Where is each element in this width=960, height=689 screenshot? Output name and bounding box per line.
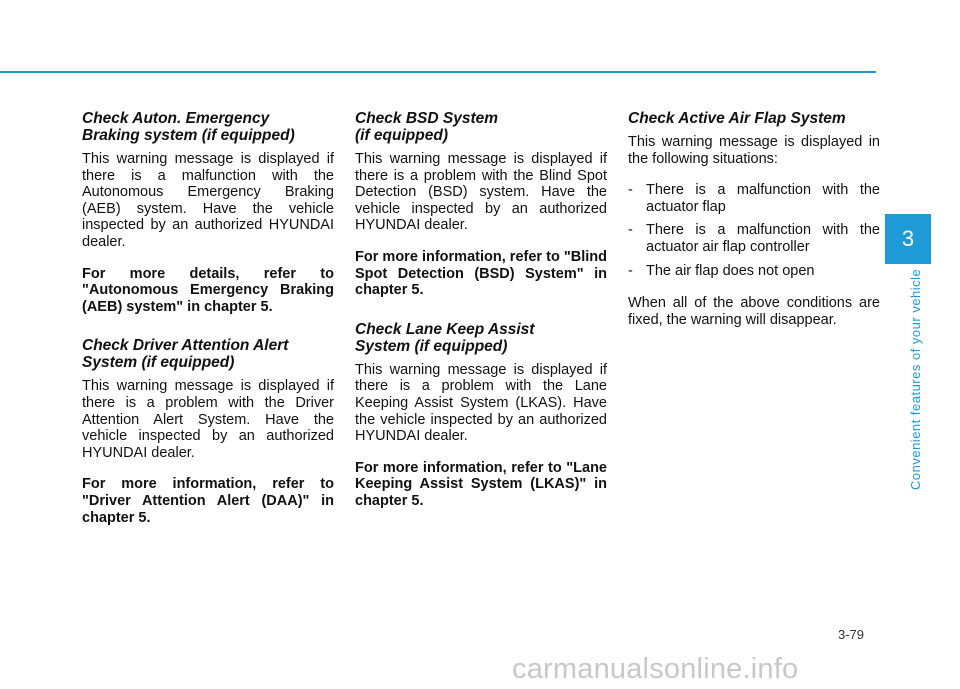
section-heading-bsd: Check BSD System (if equipped) [355,110,499,144]
list-item-text: There is a malfunction with the actuator air flap controller [646,222,880,255]
section-heading-aeb: Check Auton. Emergency Braking system (if equipped) [82,110,295,144]
watermark-text: carmanualsonline.info [512,653,799,685]
section-body-aeb: This warning message is displayed if there is a malfunction with the Autonomous Emergency Braking (AEB) system. Have the vehicle inspected by an authorized HYUNDAI dealer. [82,151,334,250]
section-heading-air-flap: Check Active Air Flap System [628,110,846,127]
section-body-lkas: This warning message is displayed if there is a problem with the Lane Keeping Assist System (LKAS). Have the vehicle inspected by an authorized HYUNDAI dealer. [355,361,607,445]
list-item [628,263,880,280]
page-number: 3-79 [838,627,865,642]
section-body-daa: This warning message is displayed if there is a problem with the Driver Attention Alert System. Have the vehicle inspected by an authorized HYUNDAI dealer. [82,378,334,461]
section-reference-daa: For more information, refer to "Driver Attention Alert (DAA)" in chapter 5. [82,476,334,526]
column-left [82,110,334,548]
section-reference-lkas: For more information, refer to "Lane Keeping Assist System (LKAS)" in chapter 5. [355,459,607,509]
dash-bullet: - [628,262,633,279]
header-rule [0,71,876,73]
column-middle [355,110,607,532]
section-body-bsd: This warning message is displayed if there is a problem with the Blind Spot Detection (BSD) system. Have the vehicle inspected by an authorized HYUNDAI dealer. [355,151,607,234]
chapter-title-vertical: Convenient features of your vehicle [908,268,923,490]
section-heading-daa: Check Driver Attention Alert System (if equipped) [82,337,289,372]
dash-bullet: - [628,222,633,239]
section-intro-air-flap: This warning message is displayed in the following situations: [628,134,880,167]
section-outro-air-flap: When all of the above conditions are fixed, the warning will disappear. [628,295,880,328]
chapter-number-tab: 3 [885,214,931,264]
list-item [628,182,880,215]
dash-bullet: - [628,182,633,199]
section-reference-bsd: For more information, refer to "Blind Spot Detection (BSD) System" in chapter 5. [355,248,607,299]
list-item-text: There is a malfunction with the actuator flap [646,182,880,215]
section-reference-aeb: For more details, refer to "Autonomous Emergency Braking (AEB) system" in chapter 5. [82,265,334,315]
list-item [628,222,880,255]
condition-list [628,182,880,279]
column-right [628,110,880,343]
section-heading-lkas: Check Lane Keep Assist System (if equipped) [355,320,535,355]
list-item-text: The air flap does not open [646,262,815,279]
